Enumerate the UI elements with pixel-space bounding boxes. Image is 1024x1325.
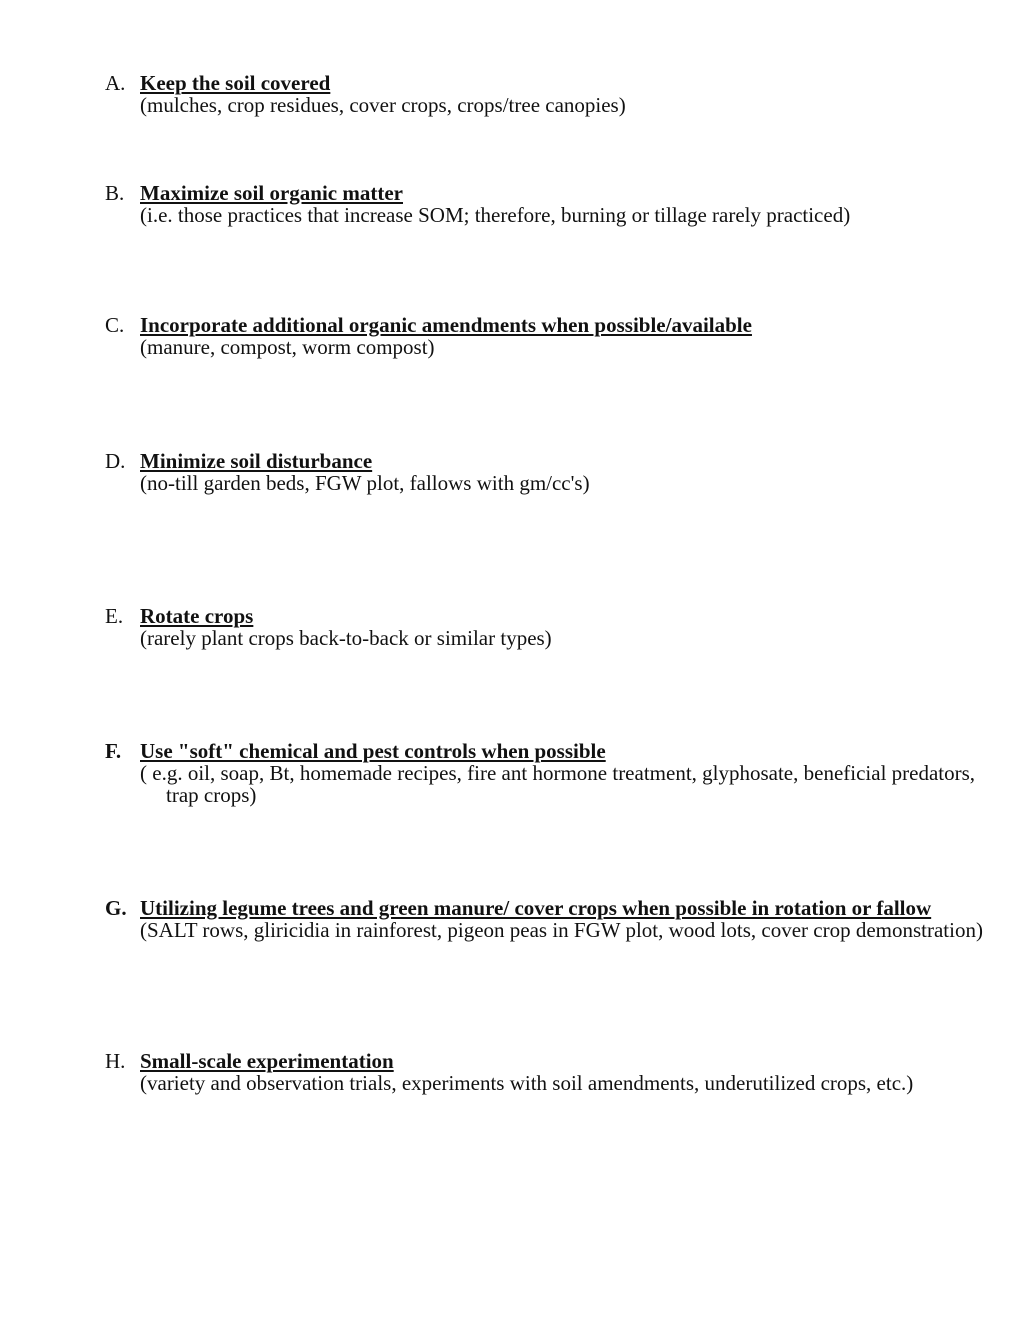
list-item-content <box>140 72 984 116</box>
list-item-content <box>140 897 984 941</box>
list-item-f <box>105 740 984 806</box>
list-item-letter: H. <box>105 1049 126 1073</box>
list-item-title: Minimize soil disturbance <box>140 449 373 473</box>
list-item-details: (i.e. those practices that increase SOM; therefore, burning or tillage rarely practiced) <box>140 203 851 227</box>
list-item-title: Incorporate additional organic amendments when possible/available <box>140 313 752 337</box>
list-item-a <box>105 72 984 116</box>
list-item-content <box>140 314 984 358</box>
list-item-details: (mulches, crop residues, cover crops, crops/tree canopies) <box>140 93 626 117</box>
list-item-title: Rotate crops <box>140 604 254 628</box>
list-item-content <box>140 450 984 494</box>
list-item-c <box>105 314 984 358</box>
list-item-letter: G. <box>105 896 127 920</box>
list-item-h <box>105 1050 984 1094</box>
list-item-details: (manure, compost, worm compost) <box>140 335 435 359</box>
list-item-details: (variety and observation trials, experiments with soil amendments, underutilized crops, etc.) <box>140 1071 914 1095</box>
list-item-g <box>105 897 984 941</box>
list-item-letter: D. <box>105 449 126 473</box>
list-item-title: Maximize soil organic matter <box>140 181 403 205</box>
list-item-letter: F. <box>105 739 122 763</box>
list-item-title: Small-scale experimentation <box>140 1049 394 1073</box>
list-item-content <box>140 182 984 226</box>
list-item-details: ( e.g. oil, soap, Bt, homemade recipes, fire ant hormone treatment, glyphosate, beneficial predators, <box>140 761 976 785</box>
list-item-letter: A. <box>105 71 126 95</box>
list-item-letter: C. <box>105 313 125 337</box>
list-item-b <box>105 182 984 226</box>
list-item-title: Use "soft" chemical and pest controls when possible <box>140 739 606 763</box>
list-item-e <box>105 605 984 649</box>
list-item-details: (rarely plant crops back-to-back or similar types) <box>140 626 552 650</box>
list-item-details-continued: trap crops) <box>166 783 257 807</box>
list-item-title: Utilizing legume trees and green manure/ cover crops when possible in rotation or fallow <box>140 896 932 920</box>
list-item-letter: E. <box>105 604 124 628</box>
list-item-title: Keep the soil covered <box>140 71 331 95</box>
list-item-content <box>140 740 984 806</box>
list-item-d <box>105 450 984 494</box>
list-item-details: (no-till garden beds, FGW plot, fallows with gm/cc's) <box>140 471 590 495</box>
list-item-letter: B. <box>105 181 125 205</box>
list-item-details: (SALT rows, gliricidia in rainforest, pigeon peas in FGW plot, wood lots, cover crop demonstration) <box>140 918 983 942</box>
list-item-content <box>140 605 984 649</box>
list-item-content <box>140 1050 984 1094</box>
